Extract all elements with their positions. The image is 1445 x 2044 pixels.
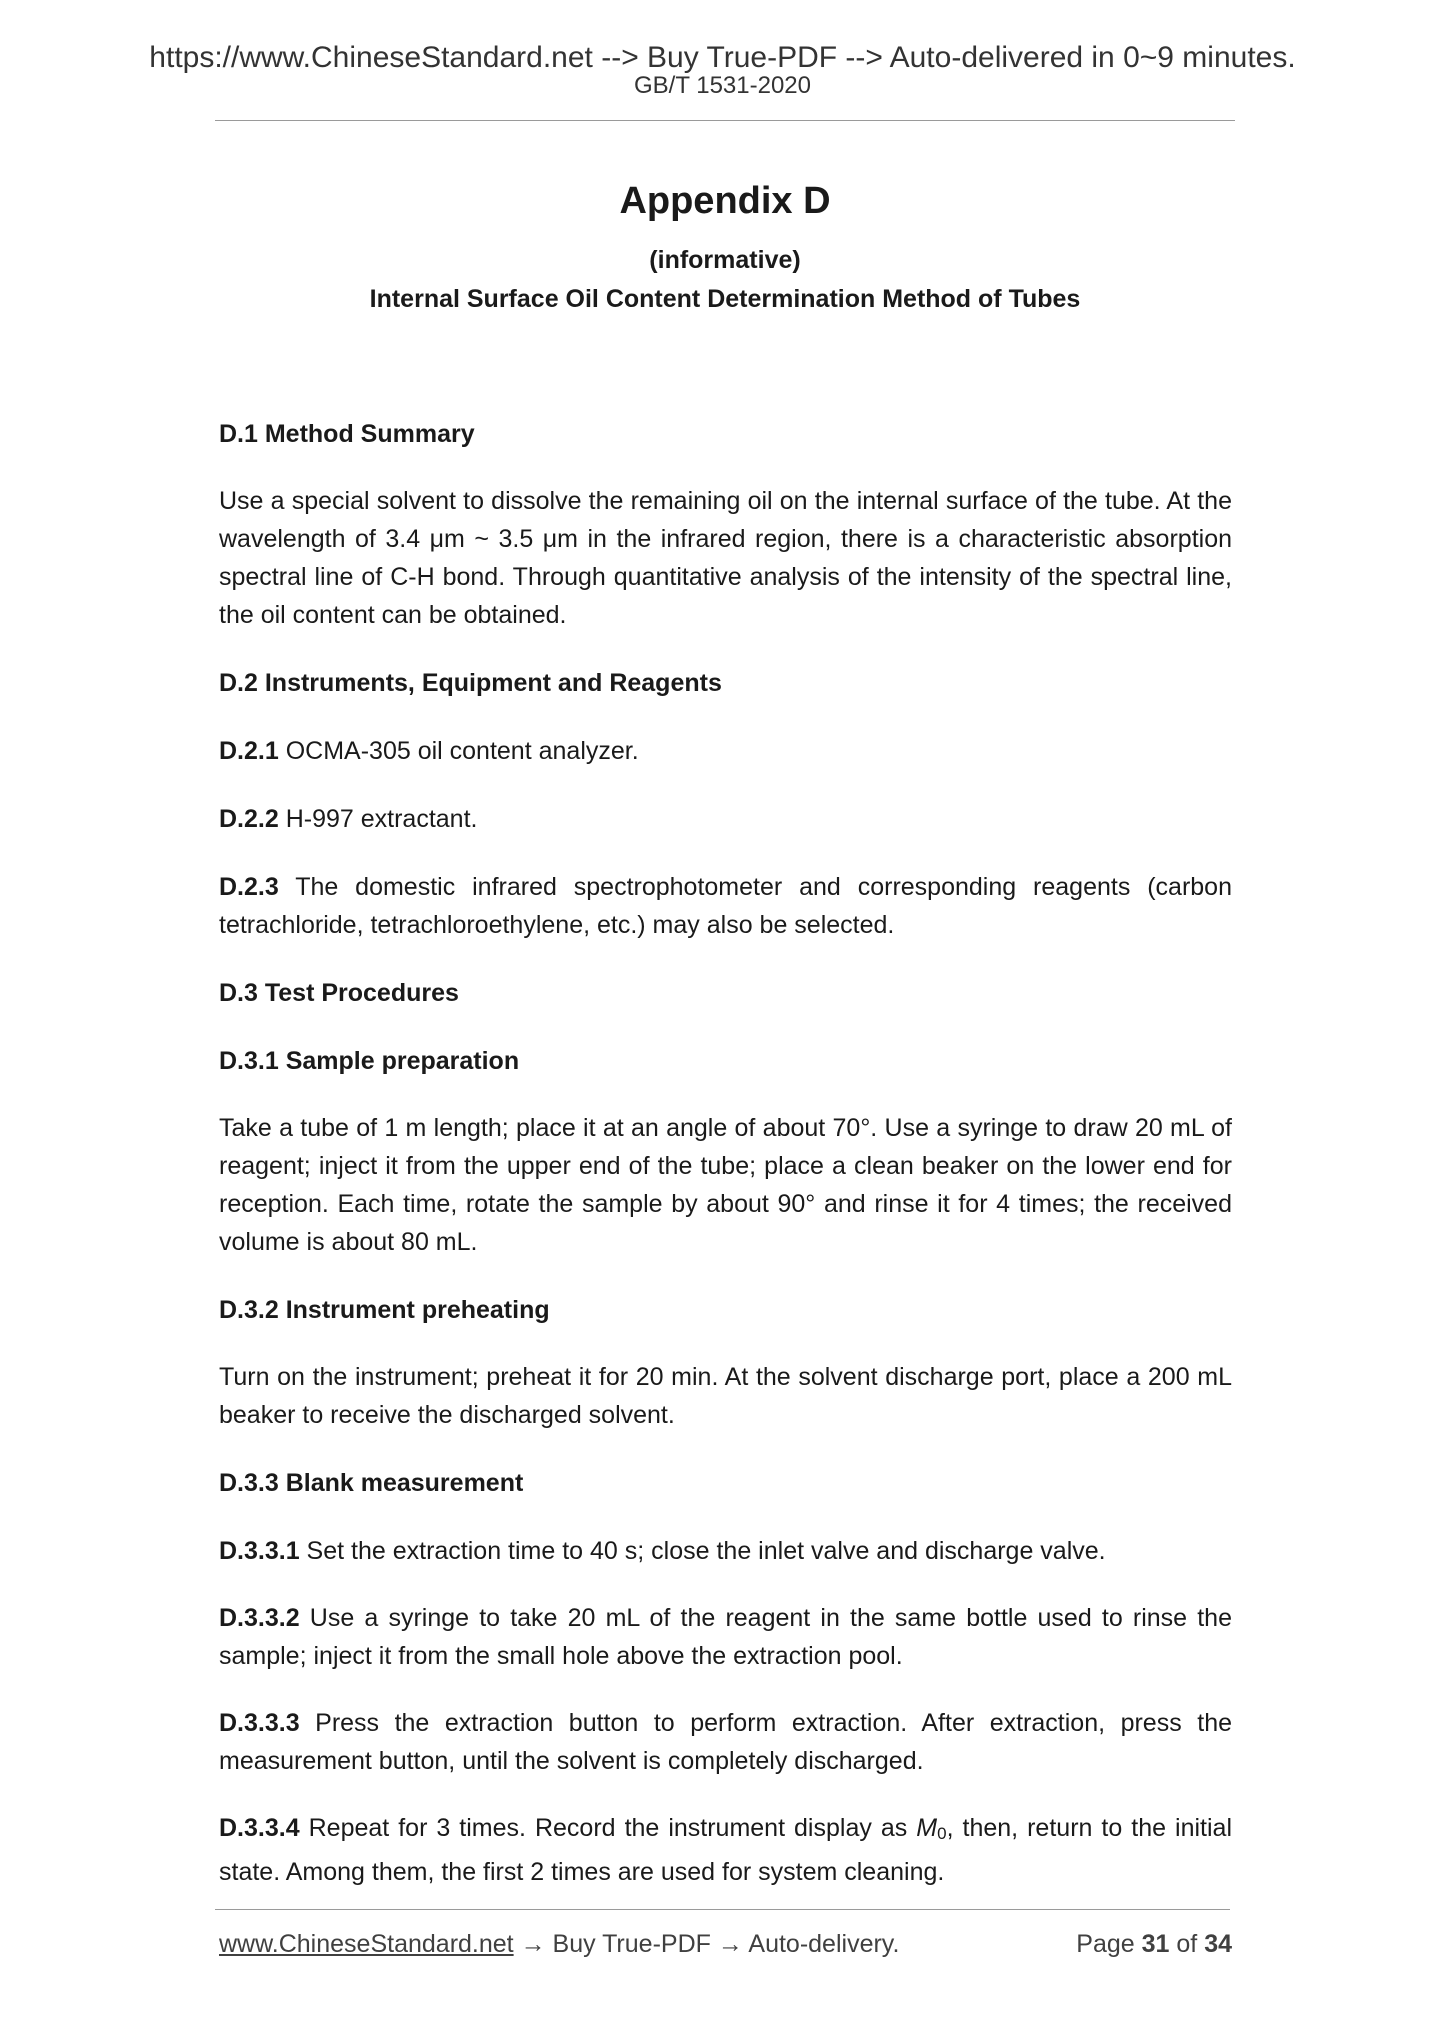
clause-text: H-997 extractant. <box>278 805 478 833</box>
clause-d333 <box>219 1704 1232 1780</box>
clause-text: Repeat for 3 times. Record the instrument display as <box>299 1814 917 1842</box>
section-heading-d1: D.1 Method Summary <box>219 420 475 448</box>
clause-d22 <box>219 800 1232 838</box>
page-total: 34 <box>1204 1930 1232 1958</box>
variable-subscript: 0 <box>937 1824 947 1843</box>
document-code: GB/T 1531-2020 <box>633 72 811 99</box>
clause-number: D.2.2 <box>219 805 279 833</box>
paragraph-d1: Use a special solvent to dissolve the remaining oil on the internal surface of the tube. At the wavelength of 3.4 μm ~ 3.5 μm in the infrared region, there is a characteristic absorption spectral line of C-H bond. Through quantitative analysis of the intensity of the spectral line, the oil content can be obtained. <box>219 487 1232 629</box>
of-label: of <box>1169 1930 1205 1958</box>
clause-text: Press the extraction button to perform extraction. After extraction, press the measurement button, until the solvent is completely discharged. <box>219 1709 1232 1775</box>
clause-number: D.2.1 <box>219 737 279 765</box>
clause-d332 <box>219 1599 1232 1675</box>
subsection-heading-d33: D.3.3 Blank measurement <box>219 1469 524 1497</box>
page-label: Page <box>1076 1930 1142 1958</box>
clause-d21 <box>219 732 1232 770</box>
clause-text: Use a syringe to take 20 mL of the reagent in the same bottle used to rinse the sample; inject it from the small hole above the extraction pool. <box>219 1604 1232 1670</box>
variable-m: M <box>916 1814 938 1842</box>
clause-number: D.3.3.3 <box>219 1709 300 1737</box>
paragraph-d32: Turn on the instrument; preheat it for 20 min. At the solvent discharge port, place a 200 mL beaker to receive the discharged solvent. <box>219 1363 1232 1429</box>
clause-d23 <box>219 868 1232 944</box>
footer-link[interactable]: www.ChineseStandard.net <box>219 1930 514 1958</box>
clause-text: OCMA-305 oil content analyzer. <box>278 737 639 765</box>
clause-number: D.2.3 <box>219 873 279 901</box>
clause-d334 <box>219 1809 1232 1891</box>
clause-number: D.3.3.1 <box>219 1537 300 1565</box>
subsection-heading-d31: D.3.1 Sample preparation <box>219 1047 520 1075</box>
clause-number: D.3.3.4 <box>219 1814 300 1842</box>
clause-text: The domestic infrared spectrophotometer and corresponding reagents (carbon tetrachloride, tetrachloroethylene, etc.) may also be selected. <box>219 873 1232 939</box>
page-indicator <box>1076 1927 1232 1961</box>
section-heading-d3: D.3 Test Procedures <box>219 979 459 1007</box>
footer-text: → Buy True-PDF → Auto-delivery. <box>513 1930 900 1958</box>
source-banner: https://www.ChineseStandard.net --> Buy True-PDF --> Auto-delivered in 0~9 minutes. <box>149 41 1296 74</box>
appendix-name: Internal Surface Oil Content Determination Method of Tubes <box>369 285 1081 313</box>
clause-d331 <box>219 1532 1232 1570</box>
clause-text: Set the extraction time to 40 s; close the inlet valve and discharge valve. <box>299 1537 1106 1565</box>
appendix-title: Appendix D <box>619 180 831 222</box>
subsection-heading-d32: D.3.2 Instrument preheating <box>219 1296 550 1324</box>
footer-divider <box>215 1909 1230 1910</box>
page-number: 31 <box>1141 1930 1170 1958</box>
appendix-subtitle: (informative) <box>649 246 801 274</box>
document-body <box>219 415 1232 1891</box>
section-heading-d2: D.2 Instruments, Equipment and Reagents <box>219 669 722 697</box>
page-footer <box>219 1927 1232 1961</box>
header-divider <box>215 120 1235 121</box>
clause-number: D.3.3.2 <box>219 1604 300 1632</box>
paragraph-d31: Take a tube of 1 m length; place it at an angle of about 70°. Use a syringe to draw 20 mL of reagent; inject it from the upper end of the tube; place a clean beaker on the lower end for reception. Each time, rotate the sample by about 90° and rinse it for 4 times; the received volume is about 80 mL. <box>219 1114 1232 1256</box>
clause-text: , then, return to the initial state. Among them, the first 2 times are used for system cleaning. <box>219 1814 1232 1886</box>
